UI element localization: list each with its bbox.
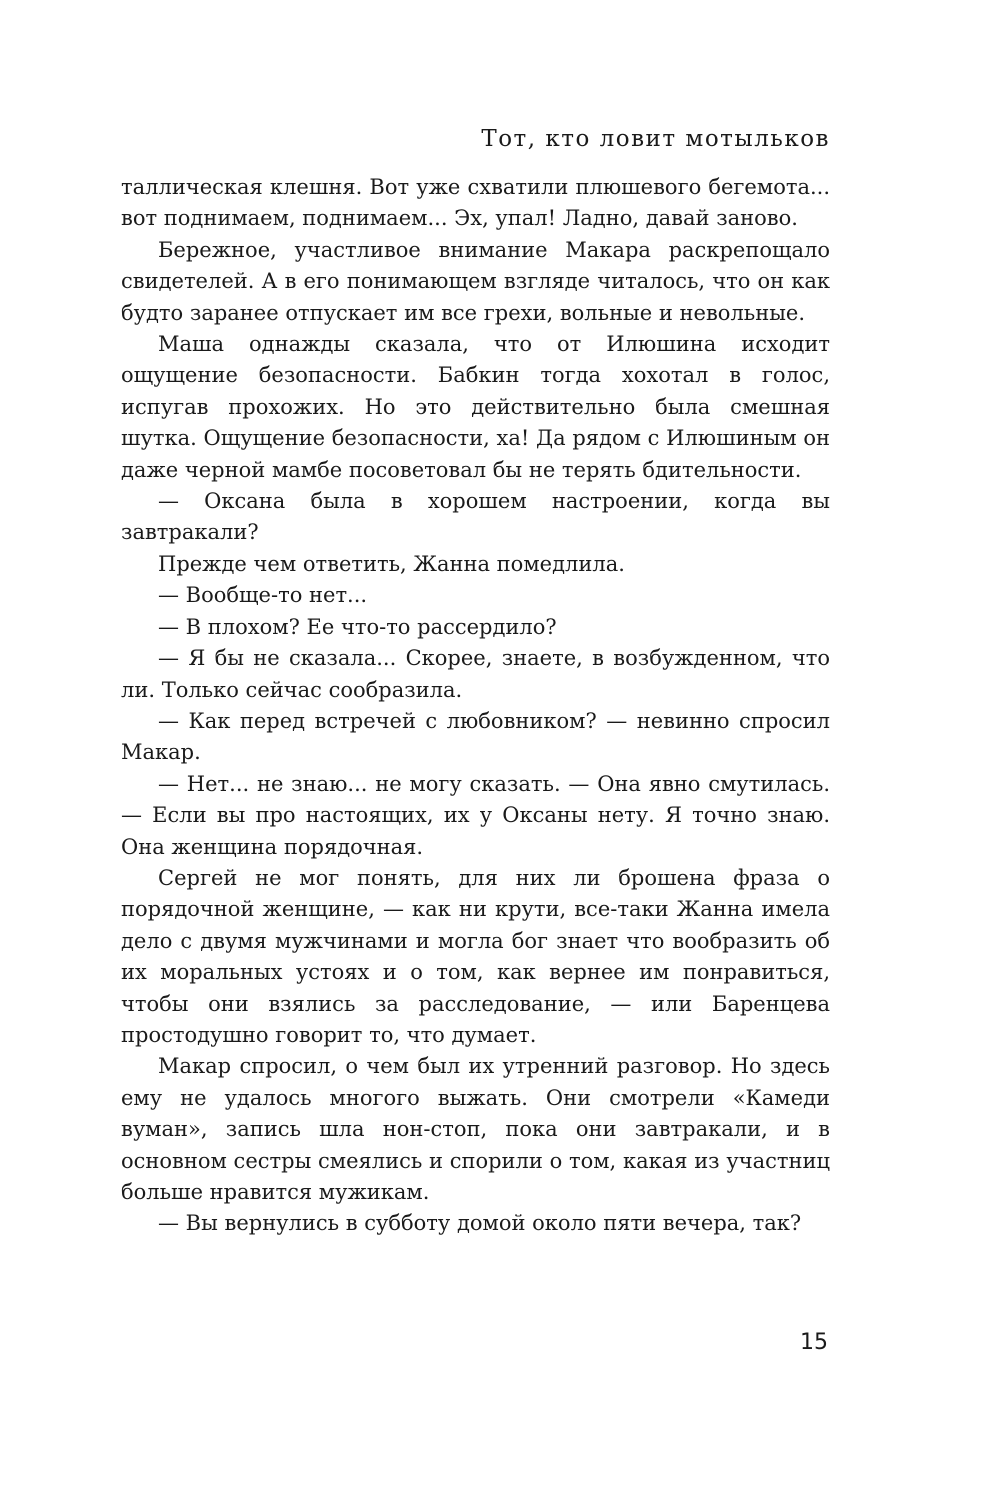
paragraph: — Я бы не сказала... Скорее, знаете, в возбужденном, что ли. Только сейчас сообразила.	[121, 646, 830, 702]
paragraph: Прежде чем ответить, Жанна помедлила.	[158, 551, 625, 576]
paragraph: таллическая клешня. Вот уже схватили плюшевого бегемота... вот поднимаем, поднимаем... Эх, упал! Ладно, давай заново.	[121, 175, 830, 231]
paragraph: Бережное, участливое внимание Макара раскрепощало свидетелей. А в его понимающем взгляде читалось, что он как будто заранее отпускает им все грехи, вольные и невольные.	[121, 237, 830, 325]
paragraph: Сергей не мог понять, для них ли брошена фраза о порядочной женщине, — как ни крути, все-таки Жанна имела дело с двумя мужчинами и могла бог знает что вообразить об их моральных устоях и о том, как вернее им понравиться, чтобы они взялись за расследование, — или Баренцева простодушно говорит то, что думает.	[121, 865, 830, 1047]
paragraph: — Вы вернулись в субботу домой около пяти вечера, так?	[158, 1211, 802, 1236]
page-number: 15	[800, 1330, 828, 1355]
running-header: Тот, кто ловит мотыльков	[481, 126, 830, 152]
paragraph: Макар спросил, о чем был их утренний разговор. Но здесь ему не удалось многого выжать. Они смотрели «Камеди вуман», запись шла нон-стоп, пока они завтракали, и в основном сестры смеялись и спорили о том, какая из участниц больше нравится мужикам.	[121, 1054, 830, 1204]
paragraph: Маша однажды сказала, что от Илюшина исходит ощущение безопасности. Бабкин тогда хохотал в голос, испугав прохожих. Но это действительно была смешная шутка. Ощущение безопасности, ха! Да рядом с Илюшиным он даже черной мамбе посоветовал бы не терять бдительности.	[121, 332, 830, 482]
body-text	[121, 172, 830, 1240]
paragraph: — В плохом? Ее что-то рассердило?	[158, 614, 557, 639]
paragraph: — Оксана была в хорошем настроении, когда вы завтракали?	[121, 489, 830, 545]
paragraph: — Как перед встречей с любовником? — невинно спросил Макар.	[121, 708, 830, 765]
paragraph: — Нет... не знаю... не могу сказать. — Она явно смутилась. — Если вы про настоящих, их у Оксаны нету. Я точно знаю. Она женщина порядочная.	[121, 771, 830, 859]
paragraph: — Вообще-то нет...	[158, 583, 368, 608]
